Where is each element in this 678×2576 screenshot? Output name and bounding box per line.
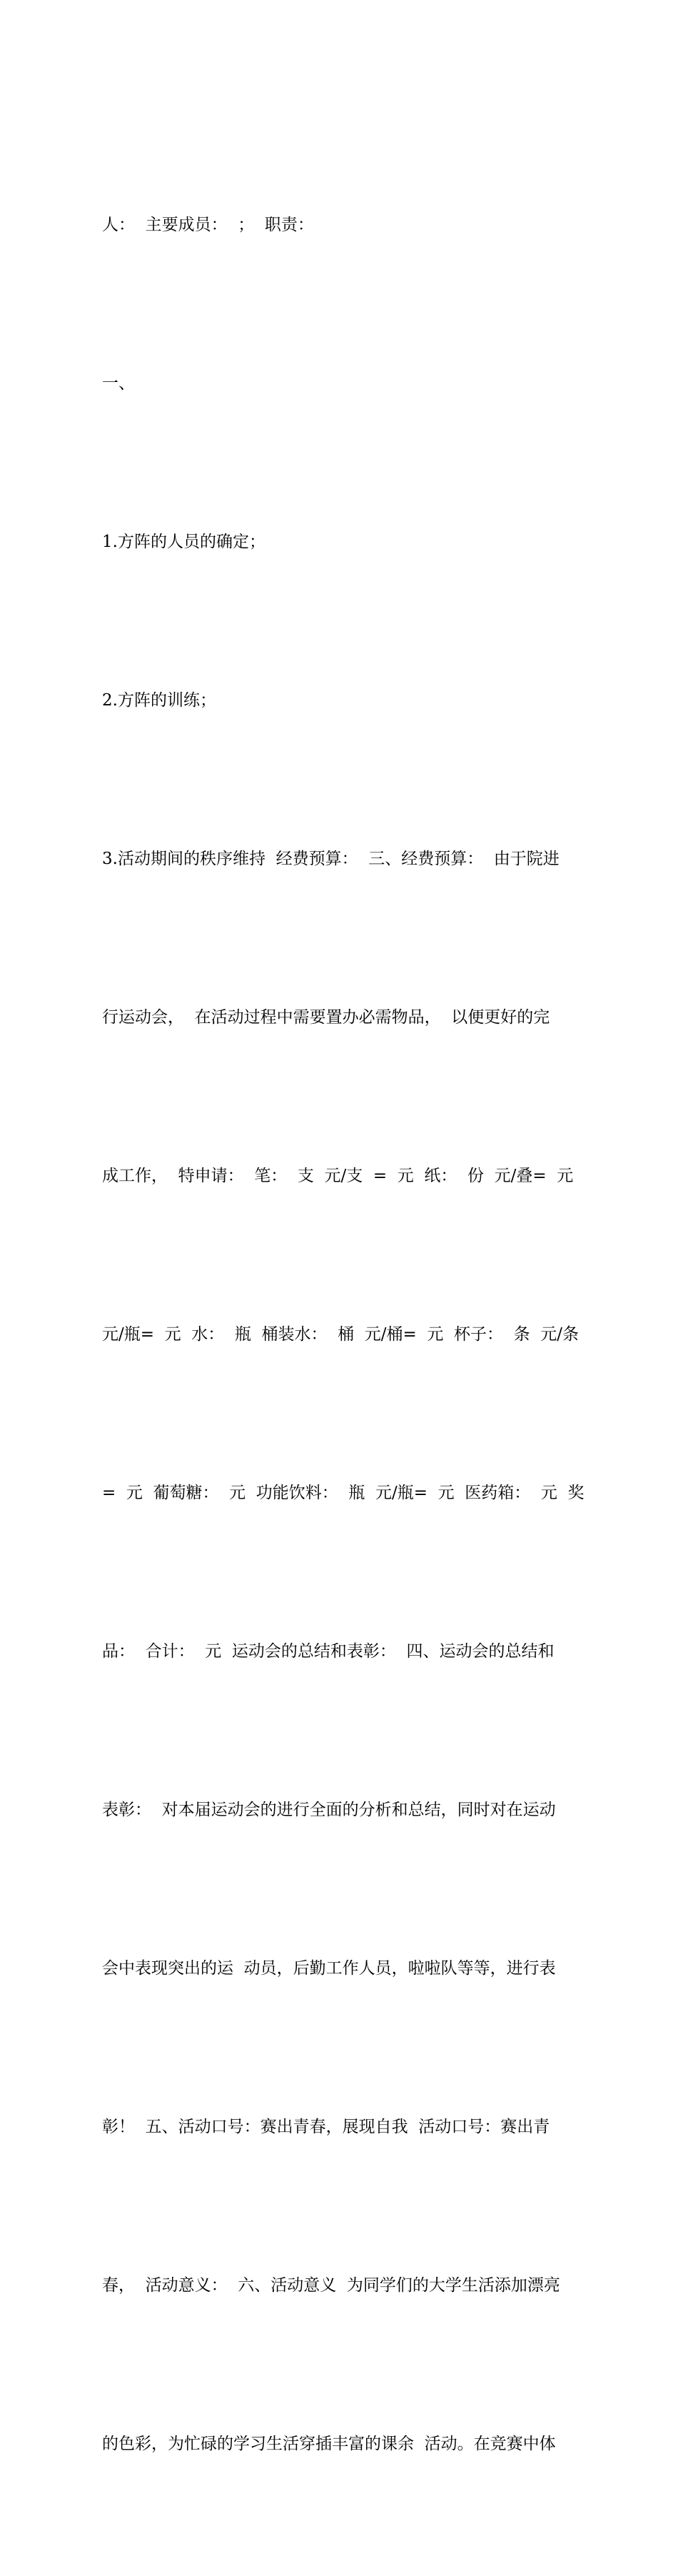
text-line-10: 品： 合计： 元 运动会的总结和表彰： 四、运动会的总结和 (102, 1642, 555, 1661)
text-line-8: 元/瓶= 元 水： 瓶 桶装水： 桶 元/桶= 元 杯子： 条 元/条 (102, 1325, 580, 1344)
text-line-4: 2.方阵的训练； (102, 691, 216, 710)
text-line-12: 会中表现突出的运 动员，后勤工作人员，啦啦队等等，进行表 (102, 1959, 556, 1978)
text-line-11: 表彰： 对本届运动会的进行全面的分析和总结，同时对在运动 (102, 1801, 556, 1819)
text-line-7: 成工作， 特申请： 笔： 支 元/支 = 元 纸： 份 元/叠= 元 (102, 1167, 574, 1185)
text-line-6: 行运动会， 在活动过程中需要置办必需物品， 以便更好的完 (102, 1008, 550, 1027)
text-line-2: 一、 (102, 374, 135, 393)
text-line-13: 彰！ 五、活动口号：赛出青春，展现自我 活动口号：赛出青 (102, 2118, 550, 2136)
text-line-1: 人： 主要成员： ； 职责： (102, 216, 314, 234)
text-line-15: 的色彩，为忙碌的学习生活穿插丰富的课余 活动。在竞赛中体 (102, 2435, 556, 2453)
text-line-3: 1.方阵的人员的确定； (102, 533, 265, 551)
text-line-14: 春， 活动意义： 六、活动意义 为同学们的大学生活添加漂亮 (102, 2276, 560, 2295)
text-line-5: 3.活动期间的秩序维持 经费预算： 三、经费预算： 由于院进 (102, 850, 560, 868)
text-line-9: = 元 葡萄糖： 元 功能饮料： 瓶 元/瓶= 元 医药箱： 元 奖 (102, 1484, 585, 1502)
document-body (102, 93, 585, 2576)
